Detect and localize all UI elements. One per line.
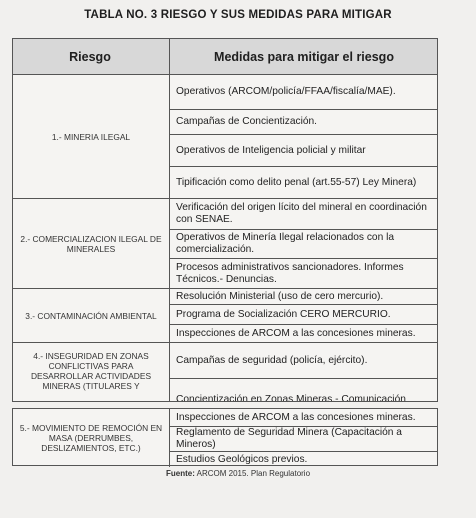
risk-cell-2: 2.- COMERCIALIZACION ILEGAL DE MINERALES [20,234,162,254]
table-header-row [13,39,437,75]
table-row [13,75,437,199]
measure-cell: Resolución Ministerial (uso de cero mercurio). [170,289,437,305]
measure-cell: Operativos de Inteligencia policial y militar [170,135,437,167]
measure-cell: Estudios Geológicos previos. [176,453,308,465]
risk-table [12,38,438,402]
risk-cell-3: 3.- CONTAMINACIÓN AMBIENTAL [25,311,157,321]
source-label: Fuente: [165,469,195,478]
measure-cell: Reglamento de Seguridad Minera (Capacitación a Mineros) [170,427,437,452]
source-text: ARCOM 2015. Plan Regulatorio [196,469,311,478]
measure-cell: Inspecciones de ARCOM a las concesiones mineras. [176,328,416,339]
measure-cell: Procesos administrativos sancionadores. Informes Técnicos.- Denuncias. [176,262,404,285]
measure-cell: Tipificación como delito penal (art.55-57) Ley Minera) [176,177,417,188]
source-note [0,469,476,478]
measure-cell: Verificación del origen lícito del mineral en coordinación con SENAE. [170,199,437,230]
measure-cell: Operativos (ARCOM/policía/FFAA/fiscalía/MAE). [170,75,437,110]
measure-cell: Programa de Socialización CERO MERCURIO. [170,305,437,325]
measure-cell: Concientización en Zonas Mineras.- Comunicación [176,394,406,401]
table-row [12,408,438,466]
risk-cell-5: 5.- MOVIMIENTO DE REMOCIÓN EN MASA (DERRUMBES, DESLIZAMIENTOS, ETC.) [19,423,163,453]
risk-cell-4: 4.- INSEGURIDAD EN ZONAS CONFLICTIVAS PARA DESARROLLAR ACTIVIDADES MINERAS (TITULARES Y [30,351,152,391]
header-risk: Riesgo [69,49,111,64]
table-title: TABLA NO. 3 RIESGO Y SUS MEDIDAS PARA MITIGAR [84,9,392,21]
table-row [13,343,437,401]
measure-cell: Campañas de seguridad (policía, ejército). [170,343,437,379]
header-measures: Medidas para mitigar el riesgo [214,49,394,64]
measure-cell: Operativos de Minería Ilegal relacionados con la comercialización. [170,230,437,259]
table-row [13,199,437,289]
measure-cell: Inspecciones de ARCOM a las concesiones mineras. [170,409,437,427]
risk-cell-1: 1.- MINERIA ILEGAL [51,132,131,142]
measure-cell: Campañas de Concientización. [170,110,437,135]
table-row [13,289,437,343]
